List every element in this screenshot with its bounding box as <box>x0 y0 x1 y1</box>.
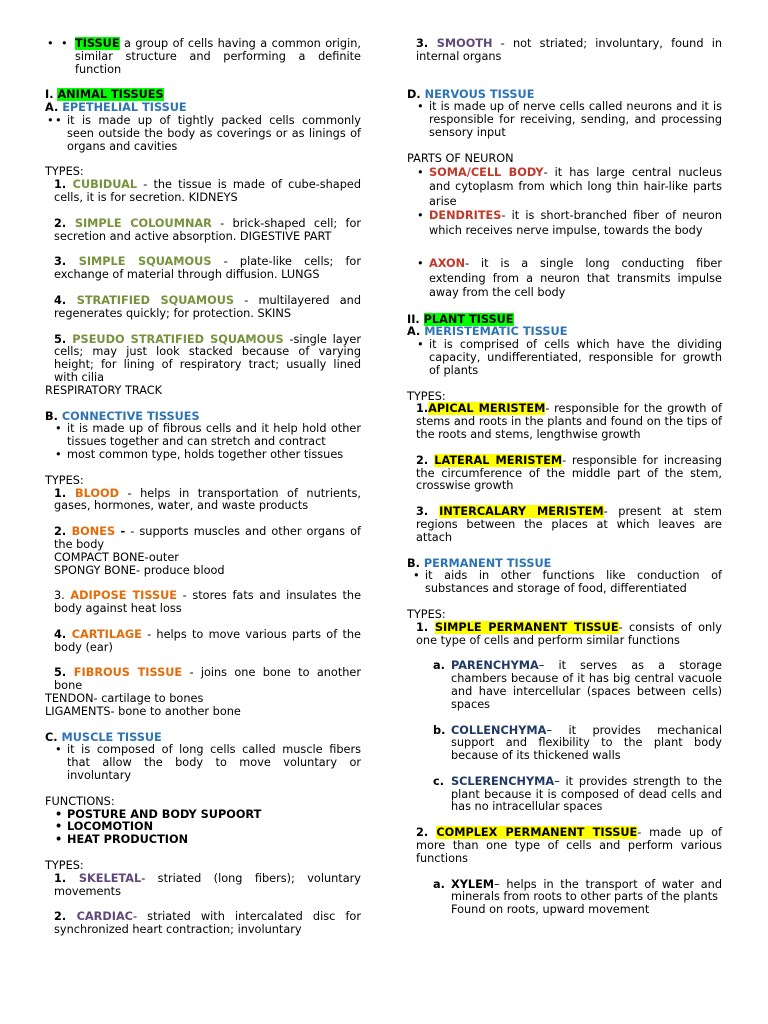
plant-tissue-heading: II. PLANT TISSUE <box>407 312 514 326</box>
neuron-part-soma: • SOMA/CELL BODY- it has large central nucleus and cytoplasm from which long thin hair-like parts arise <box>417 165 722 208</box>
mer-type-2: 2. LATERAL MERISTEM- responsible for increasing the circumference of the middle part of the stem, crosswise growth <box>416 453 722 493</box>
nervous-heading: D. NERVOUS TISSUE <box>407 87 535 101</box>
tendon: TENDON- cartilage to bones <box>45 692 204 706</box>
tissue-definition: • • TISSUE a group of cells having a common origin, similar structure and performing a definite function <box>45 38 361 76</box>
mer-type-3: 3. INTERCALARY MERISTEM- present at stem regions between the places at which leaves are attach <box>416 505 722 544</box>
simple-permanent: 1. SIMPLE PERMANENT TISSUE- consists of only one type of cells and perform similar functions <box>416 620 722 647</box>
spongy-bone: SPONGY BONE- produce blood <box>54 563 225 577</box>
mer-type-1: 1.APICAL MERISTEM- responsible for the growth of stems and roots in the plants and found on the tips of the roots and stems, lengthwise growth <box>416 402 723 441</box>
connective-bullet-2: • most common type, holds together other tissues <box>55 447 344 461</box>
collenchyma: b. COLLENCHYMA– it provides mechanical support and flexibility to the plant body because of its thickened walls <box>433 723 722 763</box>
permanent-heading: B. PERMANENT TISSUE <box>407 556 552 570</box>
neuron-part-dendrites: • DENDRITES- it is short-branched fiber of neuron which receives nerve impulse, towards the body <box>417 209 722 237</box>
con-type-4: 4. CARTILAGE - helps to move various parts of the body (ear) <box>54 627 361 654</box>
sclerenchyma: c. SCLERENCHYMA– it provides strength to the plant because it is composed of dead cells and has no intracellular spaces <box>433 774 722 814</box>
function-2: • LOCOMOTION <box>55 820 154 834</box>
epithelial-heading: A. EPETHELIAL TISSUE <box>45 101 187 115</box>
epi-type-1: 1. CUBIDUAL - the tissue is made of cube-shaped cells, it is for secretion. KIDNEYS <box>54 178 361 204</box>
con-type-3: 3. ADIPOSE TISSUE - stores fats and insulates the body against heat loss <box>54 589 362 616</box>
right-column <box>407 38 722 917</box>
xylem-extra: Found on roots, upward movement <box>451 903 650 917</box>
epi-type-4: 4. STRATIFIED SQUAMOUS - multilayered and regenerates quickly; for protection. SKINS <box>54 293 361 320</box>
meristematic-desc: • it is comprised of cells which have the dividing capacity, undifferentiated, responsible for growth of plants <box>417 338 722 377</box>
nervous-desc: • it is made up of nerve cells called neurons and it is responsible for receiving, sending, and processing sensory input <box>417 100 722 139</box>
muscle-desc: • it is composed of long cells called muscle fibers that allow the body to move voluntary or involuntary <box>55 743 361 783</box>
complex-permanent: 2. COMPLEX PERMANENT TISSUE- made up of more than one type of cells and perform various functions <box>416 826 722 865</box>
epi-type-5: 5. PSEUDO STRATIFIED SQUAMOUS -single layer cells; may just look stacked because of varying height; for lining of respiratory tract; usually lined with cilia <box>54 332 361 384</box>
parts-of-neuron: PARTS OF NEURON <box>407 151 514 165</box>
function-1: • POSTURE AND BODY SUPOORT <box>55 807 262 821</box>
neuron-part-axon: • AXON- it is a single long conducting fiber extending from a neuron that transmits impulse away from the cell body <box>417 257 722 300</box>
left-column <box>45 38 361 937</box>
meristematic-heading: A. MERISTEMATIC TISSUE <box>407 325 568 339</box>
smooth-muscle: 3. SMOOTH - not striated; involuntary, found in internal organs <box>416 37 722 63</box>
types-label: TYPES: <box>45 859 84 873</box>
con-type-2: 2. BONES - - supports muscles and other organs of the body <box>54 525 361 551</box>
parenchyma: a. PARENCHYMA– it serves as a storage chambers because of it has big central vacuole and have intercellular (spaces between cells) spaces <box>433 659 722 711</box>
respiratory-track: RESPIRATORY TRACK <box>45 383 163 397</box>
function-3: • HEAT PRODUCTION <box>55 833 189 847</box>
con-type-5: 5. FIBROUS TISSUE - joins one bone to another bone <box>54 666 361 693</box>
types-label: TYPES: <box>45 473 84 487</box>
connective-bullet-1: • it is made up of fibrous cells and it help hold other tissues together and can stretch and contract <box>55 422 361 449</box>
animal-tissues-heading: I. ANIMAL TISSUES <box>45 88 164 102</box>
con-type-1: 1. BLOOD - helps in transportation of nutrients, gases, hormones, water, and waste products <box>54 486 361 513</box>
types-label: TYPES: <box>45 165 84 179</box>
connective-heading: B. CONNECTIVE TISSUES <box>45 409 200 423</box>
permanent-desc: • it aids in other functions like conduction of substances and storage of food, differentiated <box>413 569 722 596</box>
muscle-heading: C. MUSCLE TISSUE <box>45 730 162 744</box>
compact-bone: COMPACT BONE-outer <box>54 550 179 564</box>
muscle-type-2: 2. CARDIAC- striated with intercalated disc for synchronized heart contraction; involuntary <box>54 910 361 937</box>
types-label: TYPES: <box>407 389 446 403</box>
types-label: TYPES: <box>407 607 446 621</box>
epithelial-desc: • • it is made up of tightly packed cells commonly seen outside the body as coverings or as linings of organs and cavities <box>45 115 361 153</box>
epi-type-2: 2. SIMPLE COLOUMNAR - brick-shaped cell; for secretion and active absorption. DIGESTIVE PART <box>54 216 361 243</box>
ligaments: LIGAMENTS- bone to another bone <box>45 704 241 718</box>
epi-type-3: 3. SIMPLE SQUAMOUS - plate-like cells; for exchange of material through diffusion. LUNGS <box>54 255 361 282</box>
xylem: a. XYLEM– helps in the transport of water and minerals from roots to other parts of the plants <box>433 877 722 904</box>
muscle-type-1: 1. SKELETAL- striated (long fibers); voluntary movements <box>54 871 361 898</box>
functions-label: FUNCTIONS: <box>45 794 115 808</box>
